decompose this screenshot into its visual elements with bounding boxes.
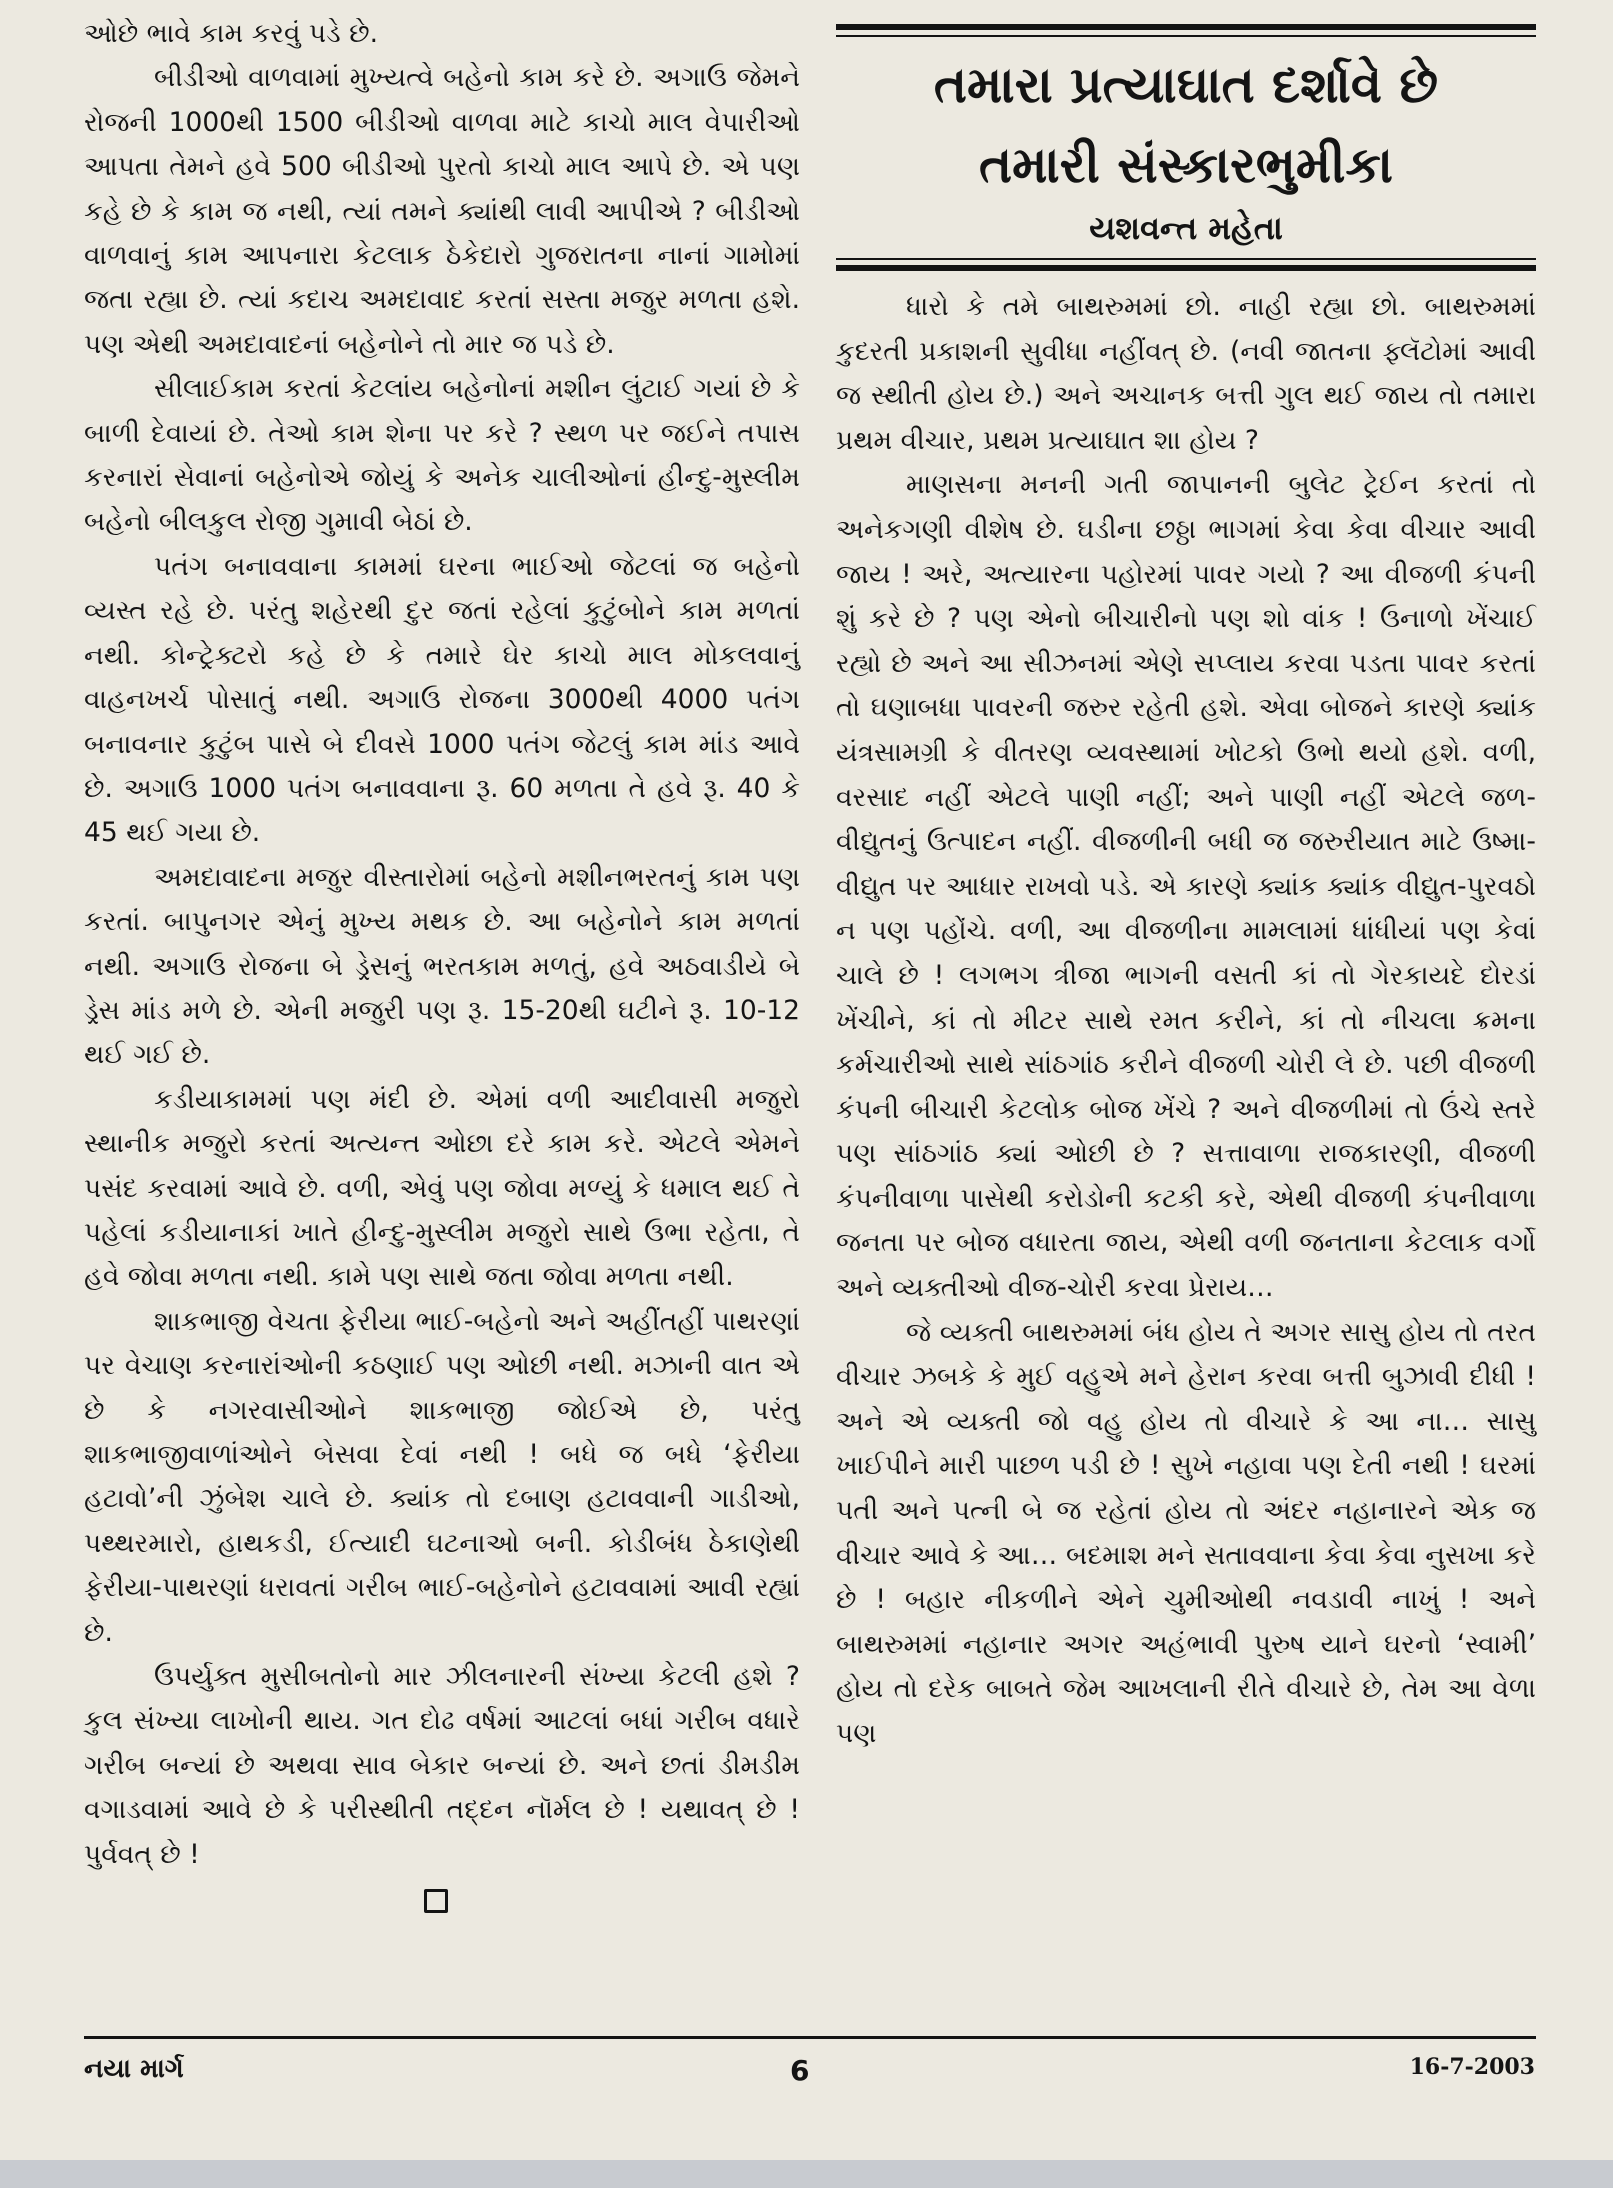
paragraph: અમદાવાદના મજુર વીસ્તારોમાં બહેનો મશીનભરતનું કામ પણ કરતાં. બાપુનગર એનું મુખ્ય મથક છે. આ બહેનોને કામ મળતાં નથી. અગાઉ રોજના બે ડ્રેસનું ભરતકામ મળતું, હવે અઠવાડીયે બે ડ્રેસ માંડ મળે છે. એની મજુરી પણ રૂ. 15-20થી ઘટીને રૂ. 10-12 થઈ ગઈ છે. [84,861,800,1071]
paragraph: ઓછે ભાવે કામ કરવું પડે છે. [84,18,378,49]
article-title-line-1: તમારા પ્રત્યાઘાત દર્શાવે છે [933,56,1439,114]
paragraph: માણસના મનની ગતી જાપાનની બુલેટ ટ્રેઈન કરતાં તો અનેકગણી વીશેષ છે. ઘડીના છઠ્ઠા ભાગમાં કેવા કેવા વીચાર આવી જાય ! અરે, અત્યારના પહોરમાં પાવર ગયો ? આ વીજળી કંપની શું કરે છે ? પણ એનો બીચારીનો પણ શો વાંક ! ઉનાળો ખેંચાઈ રહ્યો છે અને આ સીઝનમાં એણે સપ્લાય કરવા પડતા પાવર કરતાં તો ઘણાબધા પાવરની જરુર રહેતી હશે. એવા બોજને કારણે ક્યાંક યંત્રસામગ્રી કે વીતરણ વ્યવસ્થામાં ખોટકો ઉભો થયો હશે. વળી, વરસાદ નહીં એટલે પાણી નહીં; અને પાણી નહીં એટલે જળ-વીદ્યુતનું ઉત્પાદન નહીં. વીજળીની બધી જ જરુરીયાત માટે ઉષ્મા-વીદ્યુત પર આધાર રાખવો પડે. એ કારણે ક્યાંક ક્યાંક વીદ્યુત-પુરવઠો ન પણ પહોંચે. વળી, આ વીજળીના મામલામાં ધાંધીયાં પણ કેવાં ચાલે છે ! લગભગ ત્રીજા ભાગની વસતી કાં તો ગેરકાયદે દોરડાં ખેંચીને, કાં તો મીટર સાથે રમત કરીને, કાં તો નીચલા ક્રમના કર્મચારીઓ સાથે સાંઠગાંઠ કરીને વીજળી ચોરી લે છે. પછી વીજળી કંપની બીચારી કેટલોક બોજ ખેંચે ? અને વીજળીમાં તો ઉંચે સ્તરે પણ સાંઠગાંઠ ક્યાં ઓછી છે ? સત્તાવાળા રાજકારણી, વીજળી કંપનીવાળા પાસેથી કરોડોની કટકી કરે, એથી વીજળી કંપનીવાળા જનતા પર બોજ વધારતા જાય, એથી વળી જનતાના કેટલાક વર્ગો અને વ્યક્તીઓ વીજ-ચોરી કરવા પ્રેરાય… [836,469,1536,1304]
magazine-name: નયા માર્ગ [84,2054,184,2084]
paragraph: શાકભાજી વેચતા ફેરીયા ભાઈ-બહેનો અને અહીંતહીં પાથરણાં પર વેચાણ કરનારાંઓની કઠણાઈ પણ ઓછી નથી. મઝાની વાત એ છે કે નગરવાસીઓને શાકભાજી જોઈએ છે, પરંતુ શાકભાજીવાળાંઓને બેસવા દેવાં નથી ! બધે જ બધે ‘ફેરીયા હટાવો’ની ઝુંબેશ ચાલે છે. ક્યાંક તો દબાણ હટાવવાની ગાડીઓ, પથ્થરમારો, હાથકડી, ઈત્યાદી ઘટનાઓ બની. કોડીબંધ ઠેકાણેથી ફેરીયા-પાથરણાં ધરાવતાં ગરીબ ભાઈ-બહેનોને હટાવવામાં આવી રહ્યાં છે. [84,1305,800,1648]
header-rule-bottom-thin [836,258,1536,260]
scan-bottom-edge [0,2160,1613,2188]
paragraph: સીલાઈકામ કરતાં કેટલાંય બહેનોનાં મશીન લુંટાઈ ગયાં છે કે બાળી દેવાયાં છે. તેઓ કામ શેના પર કરે ? સ્થળ પર જઈને તપાસ કરનારાં સેવાનાં બહેનોએ જોયું કે અનેક ચાલીઓનાં હીન્દુ-મુસ્લીમ બહેનો બીલકુલ રોજી ગુમાવી બેઠાં છે. [84,373,800,538]
paragraph: બીડીઓ વાળવામાં મુખ્યત્વે બહેનો કામ કરે છે. અગાઉ જેમને રોજની 1000થી 1500 બીડીઓ વાળવા માટે કાચો માલ વેપારીઓ આપતા તેમને હવે 500 બીડીઓ પુરતો કાચો માલ આપે છે. એ પણ કહે છે કે કામ જ નથી, ત્યાં તમને ક્યાંથી લાવી આપીએ ? બીડીઓ વાળવાનું કામ આપનારા કેટલાક ઠેકેદારો ગુજરાતના નાનાં ગામોમાં જતા રહ્યા છે. ત્યાં કદાચ અમદાવાદ કરતાં સસ્તા મજુર મળતા હશે. પણ એથી અમદાવાદનાં બહેનોને તો માર જ પડે છે. [84,62,800,360]
article-title-line-2: તમારી સંસ્કારભુમીકા [978,136,1394,194]
left-column-article [84,12,800,1913]
article-end-square-icon [424,1889,448,1913]
article-title [836,45,1536,205]
paragraph: જે વ્યક્તી બાથરુમમાં બંધ હોય તે અગર સાસુ હોય તો તરત વીચાર ઝબકે કે મુઈ વહુએ મને હેરાન કરવા બત્તી બુઝાવી દીધી ! અને એ વ્યક્તી જો વહુ હોય તો વીચારે કે આ ના… સાસુ ખાઈપીને મારી પાછળ પડી છે ! સુખે નહાવા પણ દેતી નથી ! ઘરમાં પતી અને પત્ની બે જ રહેતાં હોય તો અંદર નહાનારને એક જ વીચાર આવે કે આ… બદમાશ મને સતાવવાના કેવા કેવા નુસખા કરે છે ! બહાર નીકળીને એને ચુમીઓથી નવડાવી નાખું ! અને બાથરુમમાં નહાનાર અગર અહંભાવી પુરુષ યાને ઘરનો ‘સ્વામી’ હોય તો દરેક બાબતે જેમ આખલાની રીતે વીચારે છે, તેમ આ વેળા પણ [836,1316,1536,1749]
issue-date: 16-7-2003 [1409,2054,1535,2080]
paragraph: પતંગ બનાવવાના કામમાં ઘરના ભાઈઓ જેટલાં જ બહેનો વ્યસ્ત રહે છે. પરંતુ શહેરથી દુર જતાં રહેલાં કુટુંબોને કામ મળતાં નથી. કોન્ટ્રેક્ટરો કહે છે કે તમારે ઘેર કાચો માલ મોકલવાનું વાહનખર્ચ પોસાતું નથી. અગાઉ રોજના 3000થી 4000 પતંગ બનાવનાર કુટુંબ પાસે બે દીવસે 1000 પતંગ જેટલું કામ માંડ આવે છે. અગાઉ 1000 પતંગ બનાવવાના રૂ. 60 મળતા તે હવે રૂ. 40 કે 45 થઈ ગયા છે. [84,550,800,849]
header-rule-top-thin [836,35,1536,37]
footer-rule [84,2036,1536,2039]
paragraph: ઉપર્યુક્ત મુસીબતોનો માર ઝીલનારની સંખ્યા કેટલી હશે ? કુલ સંખ્યા લાખોની થાય. ગત દોઢ વર્ષમાં આટલાં બધાં ગરીબ વધારે ગરીબ બન્યાં છે અથવા સાવ બેકાર બન્યાં છે. અને છતાં ડીમડીમ વગાડવામાં આવે છે કે પરીસ્થીતી તદ્દન નૉર્મલ છે ! યથાવત્ છે ! પુર્વવત્ છે ! [84,1661,800,1870]
header-rule-top [836,24,1536,30]
page-number: 6 [790,2054,810,2087]
paragraph: ધારો કે તમે બાથરુમમાં છો. નાહી રહ્યા છો. બાથરુમમાં કુદરતી પ્રકાશની સુવીધા નહીંવત્ છે. (નવી જાતના ફ્લૅટોમાં આવી જ સ્થીતી હોય છે.) અને અચાનક બત્તી ગુલ થઈ જાય તો તમારા પ્રથમ વીચાર, પ્રથમ પ્રત્યાઘાત શા હોય ? [836,291,1536,456]
article-body [836,285,1536,1757]
paragraph: કડીયાકામમાં પણ મંદી છે. એમાં વળી આદીવાસી મજુરો સ્થાનીક મજુરો કરતાં અત્યન્ત ઓછા દરે કામ કરે. એટલે એમને પસંદ કરવામાં આવે છે. વળી, એવું પણ જોવા મળ્યું કે ધમાલ થઈ તે પહેલાં કડીયાનાકાં ખાતે હીન્દુ-મુસ્લીમ મજુરો સાથે ઉભા રહેતા, તે હવે જોવા મળતા નથી. કામે પણ સાથે જતા જોવા મળતા નથી. [84,1083,800,1293]
header-rule-bottom [836,265,1536,271]
right-column-article [836,24,1536,1757]
article-author: યશવન્ત મહેતા [1089,209,1283,247]
